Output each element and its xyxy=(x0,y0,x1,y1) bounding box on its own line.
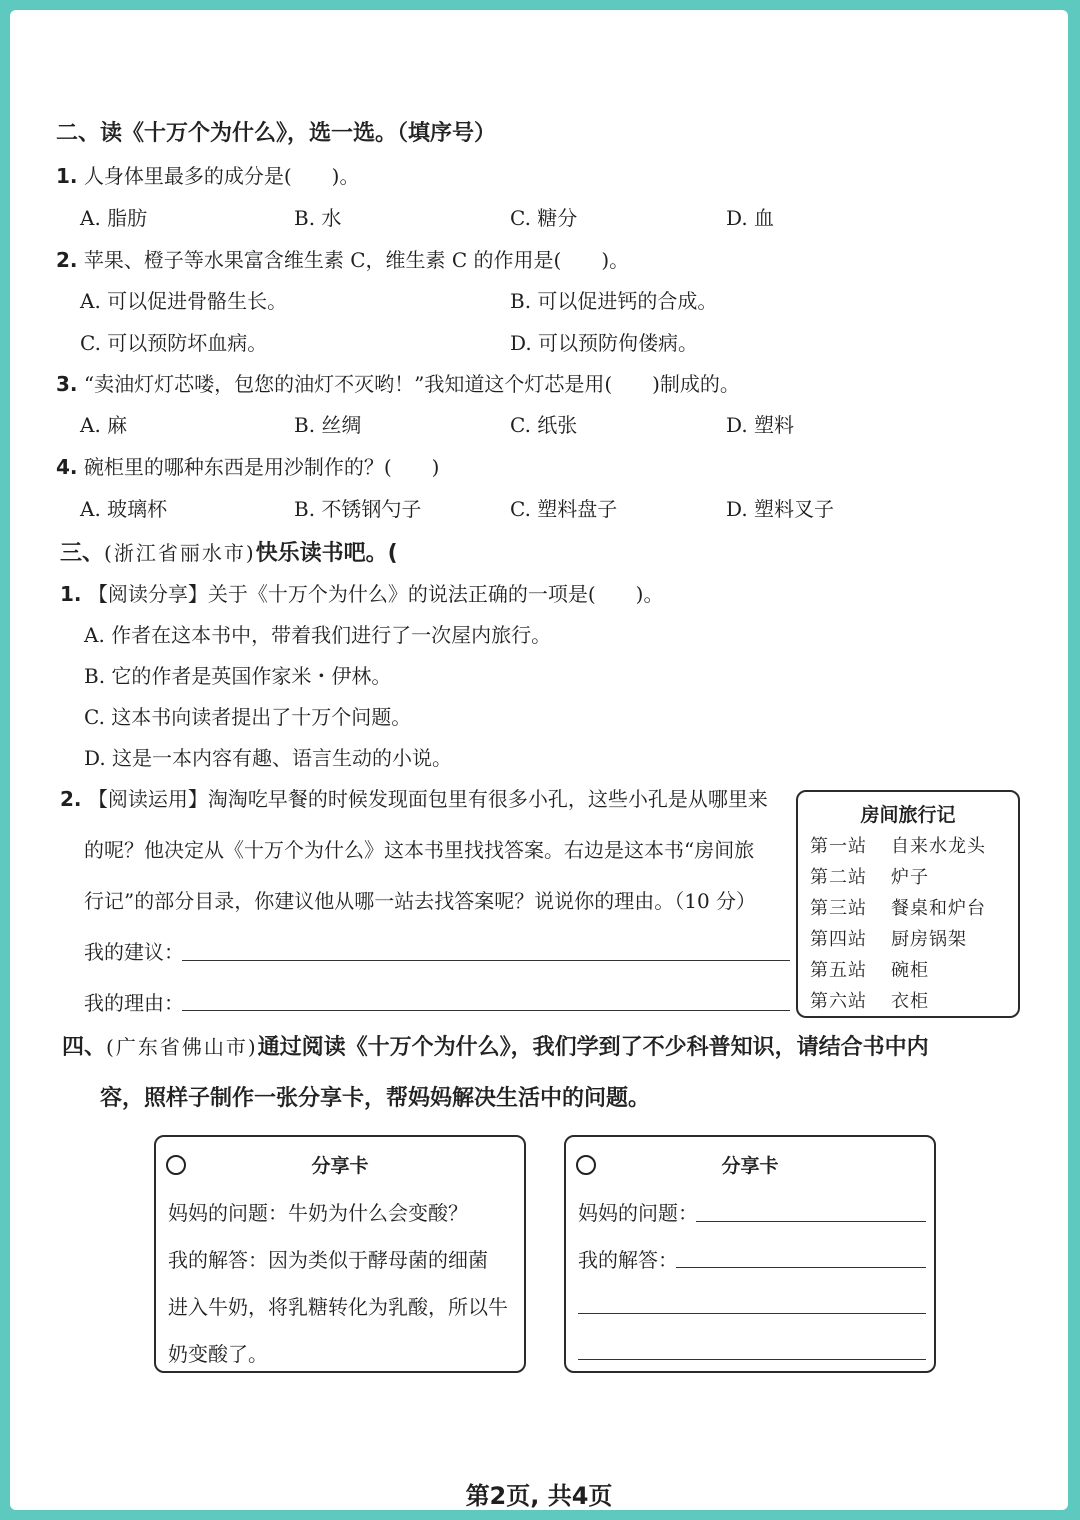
heading-text: 通过阅读《十万个为什么》，我们学到了不少科普知识，请结合书中内 xyxy=(257,1035,929,1060)
heading-prefix: 四、 xyxy=(62,1035,107,1060)
option-a[interactable]: A. 作者在这本书中，带着我们进行了一次屋内旅行。 xyxy=(84,623,552,647)
card-line: 我的解答：因为类似于酵母菌的细菌 xyxy=(168,1248,488,1272)
option-d[interactable]: D. 塑料 xyxy=(726,413,795,437)
option-a[interactable]: A. 麻 xyxy=(80,413,128,437)
option-b[interactable]: B. 它的作者是英国作家米・伊林。 xyxy=(84,664,392,688)
worksheet-page xyxy=(10,10,1068,1510)
toc-title: 房间旅行记 xyxy=(860,804,956,826)
option-c[interactable]: C. 塑料盘子 xyxy=(510,497,618,521)
option-b[interactable]: B. 不锈钢勺子 xyxy=(294,497,422,521)
answer-input-line-3[interactable] xyxy=(578,1359,926,1360)
suggestion-input-line[interactable] xyxy=(182,960,790,961)
question-3-2 xyxy=(60,783,768,812)
option-c[interactable]: C. 可以预防坏血病。 xyxy=(80,331,268,355)
heading-prefix: 三、 xyxy=(60,541,105,566)
page-number: 第2页, 共4页 xyxy=(465,1482,613,1510)
question-text: 碗柜里的哪种东西是用沙制作的？( ) xyxy=(83,455,440,479)
heading-region: (广东省佛山市) xyxy=(106,1035,258,1059)
toc-station: 第一站 xyxy=(810,836,867,857)
answer-input-line[interactable] xyxy=(676,1267,926,1268)
toc-place: 炉子 xyxy=(891,867,929,888)
card-line: 进入牛奶，将乳糖转化为乳酸，所以牛 xyxy=(168,1295,508,1319)
option-d[interactable]: D. 塑料叉子 xyxy=(726,497,835,521)
question-text: 苹果、橙子等水果富含维生素 C，维生素 C 的作用是( )。 xyxy=(83,248,630,272)
option-c[interactable]: C. 纸张 xyxy=(510,413,578,437)
toc-station: 第五站 xyxy=(810,960,867,981)
question-number: 2. xyxy=(60,787,82,811)
toc-box xyxy=(796,790,1020,1018)
question-text-line-1: 【阅读运用】淘淘吃早餐的时候发现面包里有很多小孔，这些小孔是从哪里来 xyxy=(87,787,768,811)
toc-station: 第六站 xyxy=(810,991,867,1012)
question-text: 人身体里最多的成分是( )。 xyxy=(83,164,360,188)
suggestion-label: 我的建议： xyxy=(84,940,184,964)
answer-input-line-2[interactable] xyxy=(578,1313,926,1314)
option-b[interactable]: B. 可以促进钙的合成。 xyxy=(510,289,718,313)
question-number: 3. xyxy=(56,372,78,396)
question-text: 【阅读分享】关于《十万个为什么》的说法正确的一项是( )。 xyxy=(87,582,664,606)
share-card-blank xyxy=(564,1135,936,1373)
question-2-4 xyxy=(56,451,439,480)
heading-text: 快乐读书吧。( xyxy=(255,541,398,566)
answer-label: 我的解答： xyxy=(578,1248,678,1272)
section-2-heading: 二、读《十万个为什么》，选一选。（填序号） xyxy=(56,121,497,146)
toc-place: 碗柜 xyxy=(891,960,929,981)
option-c[interactable]: C. 这本书向读者提出了十万个问题。 xyxy=(84,705,412,729)
section-3-heading xyxy=(60,536,398,567)
option-d[interactable]: D. 这是一本内容有趣、语言生动的小说。 xyxy=(84,746,453,770)
toc-row xyxy=(810,863,929,889)
question-2-2 xyxy=(56,244,629,273)
question-text: “卖油灯灯芯喽，包您的油灯不灭哟！”我知道这个灯芯是用( )制成的。 xyxy=(83,372,740,396)
option-a[interactable]: A. 脂肪 xyxy=(80,206,148,230)
question-number: 4. xyxy=(56,455,78,479)
option-b[interactable]: B. 水 xyxy=(294,206,342,230)
card-line: 妈妈的问题：牛奶为什么会变酸？ xyxy=(168,1201,468,1225)
toc-place: 衣柜 xyxy=(891,991,929,1012)
card-title: 分享卡 xyxy=(721,1155,779,1177)
question-text-line-3: 行记”的部分目录，你建议他从哪一站去找答案呢？说说你的理由。（10 分） xyxy=(84,889,757,913)
heading-region: (浙江省丽水市) xyxy=(104,541,256,565)
question-2-1 xyxy=(56,160,359,189)
toc-row xyxy=(810,925,967,951)
toc-place: 厨房锅架 xyxy=(891,929,967,950)
question-2-3 xyxy=(56,368,740,397)
toc-place: 自来水龙头 xyxy=(891,836,986,857)
reason-label: 我的理由： xyxy=(84,991,184,1015)
toc-station: 第三站 xyxy=(810,898,867,919)
card-title: 分享卡 xyxy=(311,1155,369,1177)
option-c[interactable]: C. 糖分 xyxy=(510,206,578,230)
question-number: 1. xyxy=(56,164,78,188)
section-4-heading-line-1 xyxy=(62,1030,929,1061)
toc-station: 第四站 xyxy=(810,929,867,950)
question-3-1 xyxy=(60,578,663,607)
card-line: 奶变酸了。 xyxy=(168,1342,268,1366)
option-d[interactable]: D. 可以预防佝偻病。 xyxy=(510,331,699,355)
toc-row xyxy=(810,956,929,982)
question-number: 2. xyxy=(56,248,78,272)
question-number: 1. xyxy=(60,582,82,606)
section-4-heading-line-2: 容，照样子制作一张分享卡，帮妈妈解决生活中的问题。 xyxy=(100,1086,651,1111)
toc-row xyxy=(810,894,986,920)
option-d[interactable]: D. 血 xyxy=(726,206,775,230)
question-label: 妈妈的问题： xyxy=(578,1201,698,1225)
option-a[interactable]: A. 可以促进骨骼生长。 xyxy=(80,289,288,313)
option-b[interactable]: B. 丝绸 xyxy=(294,413,362,437)
toc-station: 第二站 xyxy=(810,867,867,888)
toc-row xyxy=(810,987,929,1013)
share-card-example xyxy=(154,1135,526,1373)
reason-input-line[interactable] xyxy=(182,1010,790,1011)
toc-place: 餐桌和炉台 xyxy=(891,898,986,919)
option-a[interactable]: A. 玻璃杯 xyxy=(80,497,168,521)
question-input-line[interactable] xyxy=(696,1221,926,1222)
question-text-line-2: 的呢？他决定从《十万个为什么》这本书里找找答案。右边是这本书“房间旅 xyxy=(84,838,755,862)
toc-row xyxy=(810,832,986,858)
